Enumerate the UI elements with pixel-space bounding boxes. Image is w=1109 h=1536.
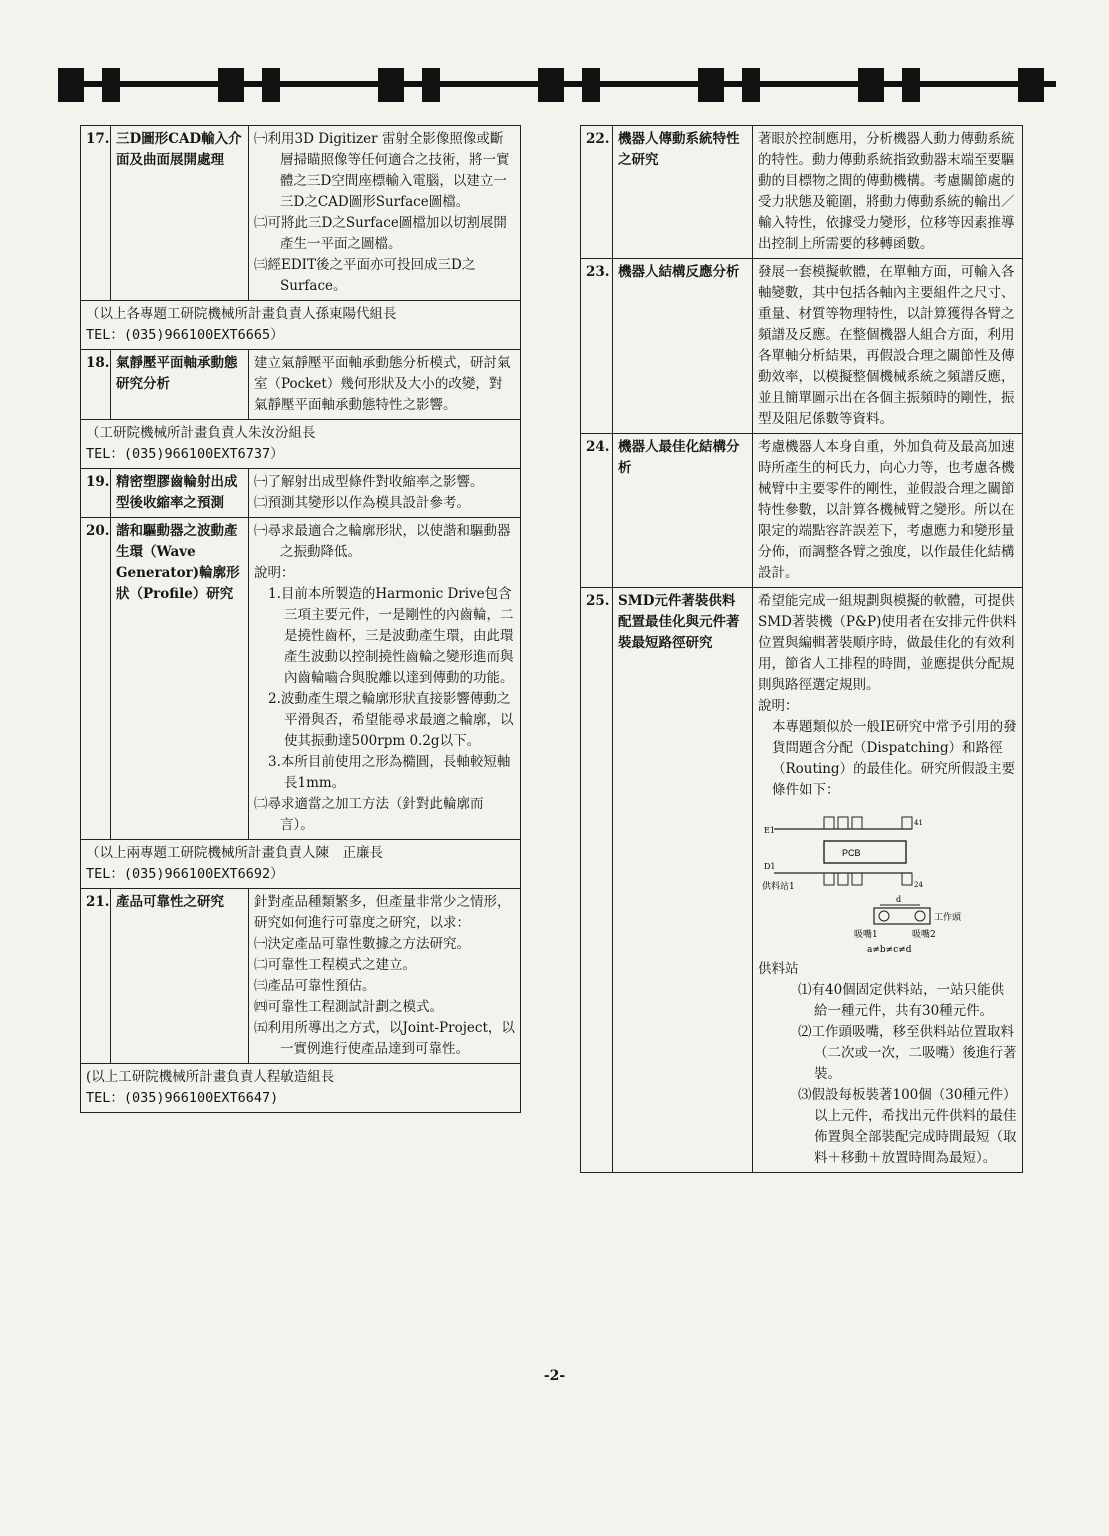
nozzle-2-symbol — [915, 911, 925, 921]
nozzle-1-symbol — [879, 911, 889, 921]
contact-phone: TEL：(035)966100EXT6737） — [86, 446, 284, 462]
pcb-board — [824, 841, 906, 863]
feeder-slot — [852, 873, 862, 885]
table-row — [581, 588, 1023, 1173]
left-bottom-label: D1 — [764, 862, 776, 871]
condition-item: ⑵工作頭吸嘴，移至供料站位置取料（二次或一次，二吸嘴）後進行著裝。 — [798, 1024, 1017, 1082]
contact-person: （以上兩專題工研院機械所計畫負責人陳 正廉長 — [86, 845, 383, 861]
row-number: 22. — [581, 126, 613, 259]
list-item: ㈢經EDIT後之平面亦可投回成三D之Surface。 — [254, 257, 476, 294]
list-item: ㈠尋求最適合之輪廓形狀，以使諧和驅動器之振動降低。 — [254, 523, 511, 560]
row-description: 考慮機器人本身自重，外加負荷及最高加速時所產生的柯氏力，向心力等，也考慮各機械臂中主要零件的剛性，並假設合理之關節特性參數，以計算各機械臂之變形。所以在限定的端點容許誤差下，考慮應力和變形量分佈，而調整各臂之強度，以作最佳化結構設計。 — [753, 434, 1023, 588]
contact-person: (以上工研院機械所計畫負責人程敏造組長 — [86, 1069, 335, 1085]
row-number: 23. — [581, 259, 613, 434]
list-item: ㈡可靠性工程模式之建立。 — [254, 957, 416, 973]
list-item: ㈡可將此三D之Surface圖檔加以切割展開產生一平面之圖檔。 — [254, 215, 507, 252]
table-row — [581, 434, 1023, 588]
list-item: ㈠利用3D Digitizer 雷射全影像照像或斷層掃瞄照像等任何適合之技術，將一實體之三D空間座標輸入電腦，以建立一三D之CAD圖形Surface圖檔。 — [254, 131, 510, 210]
dimension-d-label: d — [896, 895, 902, 904]
row-number: 19. — [81, 469, 111, 518]
feeder-slot — [838, 817, 848, 829]
nozzle-2-label: 吸嘴2 — [912, 930, 936, 940]
list-item: ㈡尋求適當之加工方法（針對此輪廓而言）。 — [254, 796, 484, 833]
condition-item: ⑴有40個固定供料站，一站只能供給一種元件，共有30種元件。 — [798, 982, 1005, 1019]
feeder-slot — [824, 873, 834, 885]
pin-bottom-label: 24 — [914, 881, 923, 889]
feeder-slot — [838, 873, 848, 885]
row-title: 機器人傳動系統特性之研究 — [613, 126, 753, 259]
row-description: 發展一套模擬軟體，在單軸方面，可輸入各軸變數，其中包括各軸內主要組件之尺寸、重量、材質等物理特性，以計算獲得各臂之頻譜及反應。在整個機器人組合方面，利用各單軸分析結果，再假設合理之關節性及傳動效率，以模擬整個機械系統之頻譜反應，並且簡單圖示出在各個主振頻時的剛性，振型及阻尼係數等資料。 — [753, 259, 1023, 434]
row-intro: 針對產品種類繁多，但產量非常少之情形，研究如何進行可靠度之研究，以求： — [254, 894, 511, 931]
row-description: 建立氣靜壓平面軸承動態分析模式，研討氣室（Pocket）幾何形狀及大小的改變，對氣靜壓平面軸承動態特性之影響。 — [249, 350, 521, 420]
contact-note — [81, 420, 521, 469]
contact-person: （以上各專題工研院機械所計畫負責人孫東陽代組長 — [86, 306, 397, 322]
smd-feeder-schematic — [762, 805, 982, 955]
row-number: 18. — [81, 350, 111, 420]
row-description: 著眼於控制應用，分析機器人動力傳動系統的特性。動力傳動系統指致動器末端至要驅動的目標物之間的傳動機構。考慮關節處的受力狀態及範圍，將動力傳動系統的輸出／輸入特性，依據受力變形，位移等因素推導出控制上所需要的移轉函數。 — [753, 126, 1023, 259]
contact-note-row — [81, 301, 521, 350]
explain-item: 1.目前本所製造的Harmonic Drive包含三項主要元件，一是剛性的內齒輪，二是撓性齒杯，三是波動產生環，由此環產生波動以控制撓性齒輪之變形進而與內齒輪嚙合與脫離以達到傳動的功能。 — [268, 586, 514, 686]
feeder-slot — [902, 873, 912, 885]
explain-item: 3.本所目前使用之形為橢圓，長軸較短軸長1mm。 — [268, 754, 511, 791]
table-row — [81, 889, 521, 1064]
explain-block — [268, 584, 515, 794]
row-title: 產品可靠性之研究 — [111, 889, 249, 1064]
spacing-formula: a≠b≠c≠d — [867, 945, 912, 955]
feeder-slot — [902, 817, 912, 829]
contact-phone: TEL：(035)966100EXT6665） — [86, 327, 284, 343]
row-number: 25. — [581, 588, 613, 1173]
explain-item: 2.波動產生環之輪廓形狀直接影響傳動之平滑與否，希望能尋求最適之輪廓，以使其振動達500rpm 0.2g以下。 — [268, 691, 514, 749]
row-title: 機器人結構反應分析 — [613, 259, 753, 434]
table-row — [81, 350, 521, 420]
row-description — [753, 588, 1023, 1173]
header-decorative-band — [58, 68, 1056, 102]
row-number: 17. — [81, 126, 111, 301]
contact-note-row — [81, 420, 521, 469]
condition-item: ⑶假設每板裝著100個（30種元件）以上元件，希找出元件供料的最佳佈置與全部裝配完成時間最短（取料＋移動＋放置時間為最短）。 — [798, 1087, 1017, 1166]
row-title: 諧和驅動器之波動產生環（Wave Generator)輪廓形狀（Profile）研究 — [111, 518, 249, 840]
left-project-table — [80, 125, 521, 1113]
explain-label: 說明： — [758, 698, 799, 714]
pcb-label: PCB — [842, 848, 861, 858]
feeder-label: 供料站1 — [762, 882, 795, 892]
row-title: SMD元件著裝供料配置最佳化與元件著裝最短路徑研究 — [613, 588, 753, 1173]
list-item: ㈠決定產品可靠性數據之方法研究。 — [254, 936, 470, 952]
feeder-slot — [824, 817, 834, 829]
table-row — [81, 469, 521, 518]
page-number: -2- — [543, 1368, 566, 1384]
list-item: ㈣可靠性工程測試計劃之模式。 — [254, 999, 443, 1015]
contact-phone: TEL：(035)966100EXT6647) — [86, 1090, 279, 1106]
list-item: ㈢產品可靠性預估。 — [254, 978, 376, 994]
table-row — [581, 259, 1023, 434]
supply-heading: 供料站 — [758, 961, 799, 977]
row-description — [249, 889, 521, 1064]
table-row — [81, 518, 521, 840]
row-number: 24. — [581, 434, 613, 588]
row-title: 精密塑膠齒輪射出成型後收縮率之預測 — [111, 469, 249, 518]
explain-label: 說明： — [254, 565, 295, 581]
work-head — [874, 908, 930, 924]
feeder-slot — [852, 817, 862, 829]
row-title: 機器人最佳化結構分析 — [613, 434, 753, 588]
row-description — [249, 518, 521, 840]
row-number: 20. — [81, 518, 111, 840]
contact-note — [81, 1064, 521, 1113]
table-row — [581, 126, 1023, 259]
explain-text: 本專題類似於一般IE研究中常予引用的發貨問題含分配（Dispatching）和路徑（Routing）的最佳化。研究所假設主要條件如下： — [772, 719, 1017, 798]
row-description — [249, 126, 521, 301]
pin-top-label: 41 — [914, 819, 923, 827]
list-item: ㈤利用所導出之方式，以Joint-Project，以一實例進行使產品達到可靠性。 — [254, 1020, 515, 1057]
work-head-label: 工作頭 — [934, 913, 962, 923]
row-title: 三D圖形CAD輸入介面及曲面展開處理 — [111, 126, 249, 301]
table-row — [81, 126, 521, 301]
contact-note-row — [81, 1064, 521, 1113]
right-project-table — [580, 125, 1023, 1173]
row-title: 氣靜壓平面軸承動態研究分析 — [111, 350, 249, 420]
list-item: ㈠了解射出成型條件對收縮率之影響。 — [254, 474, 484, 490]
contact-note — [81, 301, 521, 350]
nozzle-1-label: 吸嘴1 — [854, 930, 878, 940]
row-number: 21. — [81, 889, 111, 1064]
contact-note — [81, 840, 521, 889]
list-item: ㈡預測其變形以作為模具設計參考。 — [254, 495, 470, 511]
left-top-label: E1 — [764, 826, 775, 835]
contact-note-row — [81, 840, 521, 889]
row-desc-text: 希望能完成一組規劃與模擬的軟體，可提供SMD著裝機（P&P)使用者在安排元件供料位置與編輯著裝順序時，做最佳化的有效利用，節省人工排程的時間，並應提供分配規則與路徑選定規則。 — [758, 593, 1017, 693]
row-description — [249, 469, 521, 518]
contact-phone: TEL：(035)966100EXT6692） — [86, 866, 284, 882]
contact-person: （工研院機械所計畫負責人朱汝汾組長 — [86, 425, 316, 441]
